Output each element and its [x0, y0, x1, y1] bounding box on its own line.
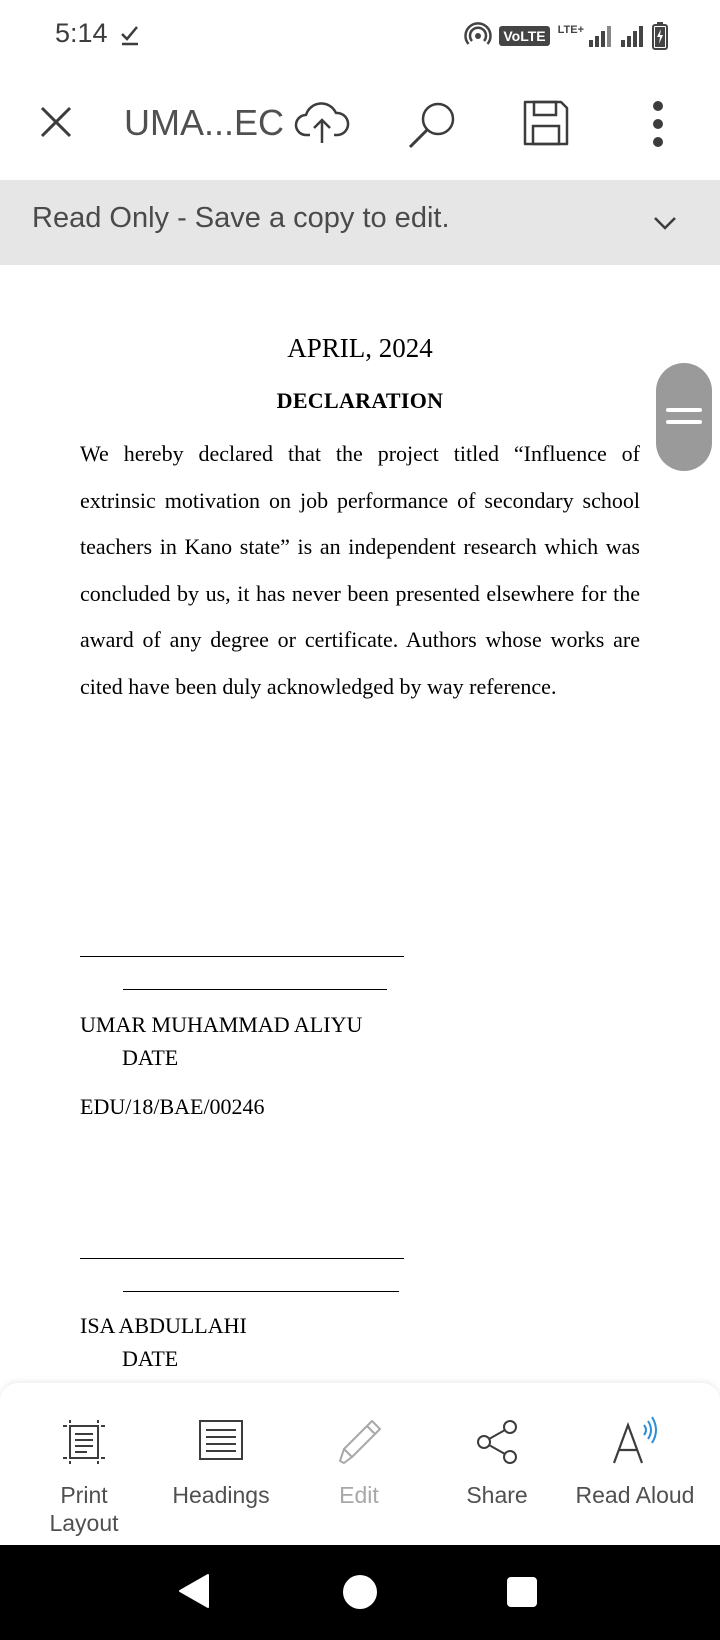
document-date: APRIL, 2024	[287, 333, 433, 363]
date-label: DATE	[122, 1346, 179, 1371]
hotspot-icon	[465, 23, 491, 49]
scroll-handle[interactable]	[656, 363, 712, 471]
share-label: Share	[466, 1482, 528, 1508]
pencil-icon	[336, 1419, 382, 1465]
save-icon[interactable]	[522, 99, 570, 147]
signal-icon-1	[588, 24, 612, 48]
declaration-paragraph: We hereby declared that the project titled “Influence of extrinsic motivation on job performance of secondary school teachers in Kano state” is an independent research which was concluded by us, it has never been presented elsewhere for the award of any degree or certificate. Authors whose works are cited have been duly acknowledged by way reference.	[80, 441, 640, 699]
signal-icon-2	[620, 24, 644, 48]
check-icon	[121, 22, 139, 46]
declaration-heading: DECLARATION	[276, 388, 444, 413]
app-toolbar	[0, 72, 720, 180]
read-only-banner[interactable]	[0, 180, 720, 265]
volte-badge: VoLTE	[499, 26, 549, 46]
back-icon[interactable]	[178, 1573, 210, 1609]
recents-button[interactable]	[507, 1577, 537, 1607]
system-nav-bar	[0, 1545, 720, 1640]
cloud-upload-icon[interactable]	[294, 97, 350, 147]
read-aloud-icon	[610, 1419, 660, 1465]
print-layout-button[interactable]	[12, 1383, 156, 1545]
status-bar	[0, 0, 720, 72]
headings-button[interactable]	[149, 1383, 293, 1545]
document-page[interactable]	[0, 265, 720, 1385]
search-icon[interactable]	[406, 99, 458, 151]
status-time: 5:14	[55, 18, 108, 48]
date-line	[123, 1291, 399, 1292]
lte-label: LTE+	[557, 24, 584, 36]
chevron-down-icon[interactable]	[650, 208, 680, 238]
read-only-text: Read Only - Save a copy to edit.	[32, 202, 450, 234]
close-icon[interactable]	[36, 102, 76, 142]
signature-line	[80, 1258, 404, 1259]
read-aloud-button[interactable]	[563, 1383, 707, 1545]
date-label: DATE	[122, 1045, 179, 1070]
share-button[interactable]	[425, 1383, 569, 1545]
headings-icon	[198, 1419, 244, 1461]
print-layout-label: Print Layout	[49, 1482, 119, 1536]
document-title[interactable]: UMA...EC	[124, 102, 285, 143]
read-aloud-label: Read Aloud	[575, 1482, 695, 1508]
status-icons	[465, 22, 668, 50]
date-line	[123, 989, 387, 990]
signature-line	[80, 956, 404, 957]
share-icon	[474, 1419, 520, 1465]
home-button[interactable]	[343, 1575, 377, 1609]
headings-label: Headings	[172, 1482, 270, 1508]
battery-icon	[652, 22, 668, 50]
more-options-icon[interactable]	[644, 98, 672, 150]
edit-button[interactable]	[287, 1383, 431, 1545]
signatory-name: UMAR MUHAMMAD ALIYU	[80, 1012, 363, 1037]
registration-number: EDU/18/BAE/00246	[80, 1094, 265, 1119]
edit-label: Edit	[339, 1482, 379, 1508]
print-layout-icon	[61, 1419, 107, 1465]
bottom-toolbar	[0, 1383, 720, 1545]
signatory-name: ISA ABDULLAHI	[80, 1313, 247, 1338]
